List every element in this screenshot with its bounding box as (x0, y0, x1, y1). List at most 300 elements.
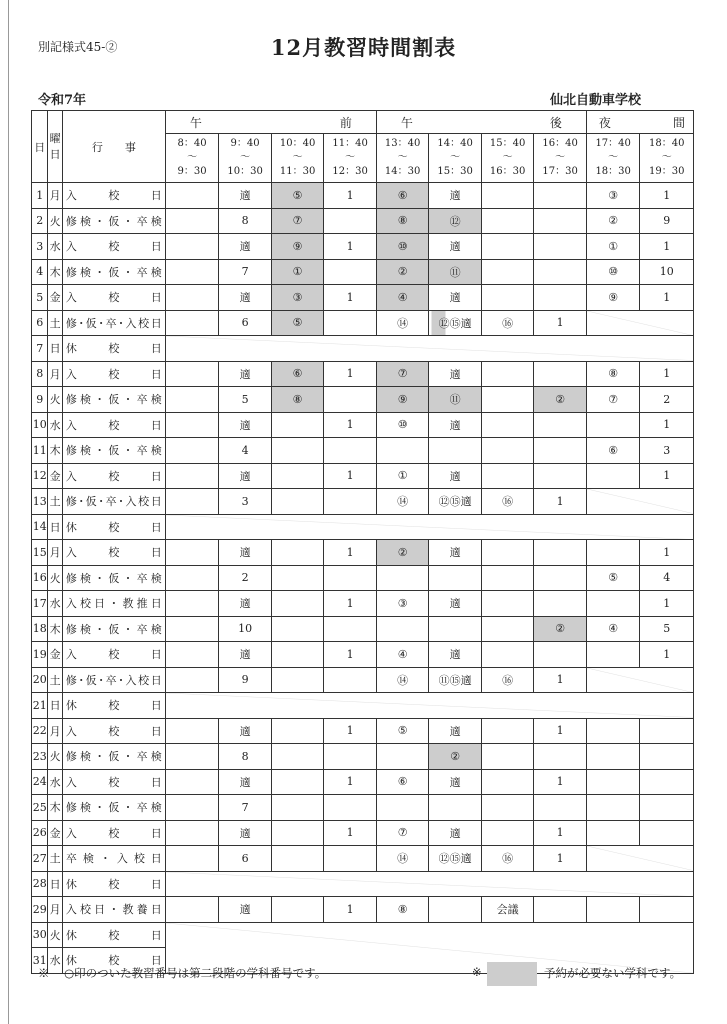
slot-cell: 1 (640, 540, 694, 566)
event-cell: 休 校 日 (62, 336, 165, 362)
event-cell: 修検・仮・卒検 (62, 795, 165, 821)
weekday-cell: 水 (48, 769, 62, 795)
day-cell: 27 (32, 846, 48, 872)
table-row (32, 591, 694, 617)
slot-cell (165, 667, 219, 693)
weekday-cell: 土 (48, 310, 62, 336)
slot-cell: 適 (219, 642, 272, 668)
slot-cell (534, 897, 587, 923)
table-row (32, 667, 694, 693)
night-header: 夜 間 (586, 111, 693, 134)
weekday-cell: 金 (48, 463, 62, 489)
slot-cell: 1 (534, 667, 587, 693)
slot-cell: 適 (219, 463, 272, 489)
slot-cell (481, 463, 534, 489)
table-row (32, 642, 694, 668)
table-row (32, 412, 694, 438)
slot-cell: 3 (640, 438, 694, 464)
table-row (32, 183, 694, 209)
day-cell: 17 (32, 591, 48, 617)
weekday-cell: 日 (48, 871, 62, 897)
slot-cell: 適 (429, 642, 482, 668)
event-cell: 入 校 日 (62, 285, 165, 311)
slot-cell: 1 (534, 820, 587, 846)
slot-cell: ② (429, 744, 482, 770)
slot-cell: 適 (429, 234, 482, 260)
slot-cell (481, 744, 534, 770)
event-cell: 入 校 日 (62, 463, 165, 489)
table-row (32, 438, 694, 464)
weekday-cell: 火 (48, 208, 62, 234)
slot-cell: ① (271, 259, 324, 285)
slot-cell: ⑥ (376, 769, 429, 795)
slot-cell: ③ (586, 183, 640, 209)
morning-header: 午 前 (165, 111, 376, 134)
day-cell: 3 (32, 234, 48, 260)
slot-cell: 5 (219, 387, 272, 413)
night-slash (586, 846, 693, 872)
slot-cell: ⑨ (271, 234, 324, 260)
footnote-mark: ※ (472, 965, 482, 979)
slot-cell: 8 (219, 208, 272, 234)
day-cell: 23 (32, 744, 48, 770)
slot-cell (586, 412, 640, 438)
slot-cell: 適 (219, 234, 272, 260)
slot-cell (481, 438, 534, 464)
table-row (32, 922, 694, 948)
slot-cell: 8 (219, 744, 272, 770)
slot-cell (586, 642, 640, 668)
slot-cell: ⑥ (376, 183, 429, 209)
slot-cell (271, 565, 324, 591)
slot-cell: 適 (219, 769, 272, 795)
slot-cell (165, 489, 219, 515)
table-row (32, 489, 694, 515)
slot-cell (165, 744, 219, 770)
slot-cell (165, 795, 219, 821)
table-row (32, 897, 694, 923)
event-cell: 修検・仮・卒検 (62, 208, 165, 234)
event-cell: 卒検・入校日 (62, 846, 165, 872)
event-cell: 休 校 日 (62, 871, 165, 897)
day-cell: 8 (32, 361, 48, 387)
slot-cell: 9 (640, 208, 694, 234)
day-cell: 25 (32, 795, 48, 821)
night-slash (586, 667, 693, 693)
slot-cell: 1 (534, 310, 587, 336)
weekday-cell: 木 (48, 259, 62, 285)
slot-cell (586, 820, 640, 846)
time-slot-header: 9：40 ～ 10：30 (219, 134, 272, 183)
slot-cell: ⑭ (376, 489, 429, 515)
day-cell: 12 (32, 463, 48, 489)
slot-cell (271, 846, 324, 872)
slot-cell (429, 616, 482, 642)
page-edge (8, 0, 9, 1024)
slot-cell: ⑯ (481, 489, 534, 515)
slot-cell (481, 642, 534, 668)
slot-cell (165, 718, 219, 744)
slot-cell (165, 616, 219, 642)
slot-cell (324, 846, 377, 872)
slot-cell (165, 565, 219, 591)
slot-cell: 1 (324, 234, 377, 260)
event-cell: 修検・仮・卒検 (62, 565, 165, 591)
slot-cell: ⑧ (376, 897, 429, 923)
slot-cell (534, 183, 587, 209)
weekday-header: 曜日 (48, 111, 62, 183)
slot-cell (324, 616, 377, 642)
weekday-cell: 木 (48, 616, 62, 642)
day-cell: 18 (32, 616, 48, 642)
night-slash (586, 489, 693, 515)
slot-cell (324, 310, 377, 336)
slot-cell (165, 310, 219, 336)
table-row (32, 769, 694, 795)
slot-cell (481, 565, 534, 591)
table-row (32, 208, 694, 234)
slot-cell (481, 616, 534, 642)
slot-cell (165, 438, 219, 464)
day-cell: 20 (32, 667, 48, 693)
slot-cell (481, 387, 534, 413)
slot-cell (271, 438, 324, 464)
slot-cell: 10 (219, 616, 272, 642)
event-cell: 入 校 日 (62, 820, 165, 846)
slot-cell (534, 412, 587, 438)
slot-cell: 適 (219, 285, 272, 311)
slot-cell (324, 259, 377, 285)
day-cell: 19 (32, 642, 48, 668)
slot-cell: 1 (324, 642, 377, 668)
table-row (32, 795, 694, 821)
weekday-cell: 木 (48, 795, 62, 821)
slot-cell: 1 (324, 897, 377, 923)
table-row (32, 387, 694, 413)
weekday-cell: 土 (48, 667, 62, 693)
slot-cell: 1 (324, 820, 377, 846)
year-label: 令和7年 (38, 93, 87, 108)
weekday-cell: 土 (48, 846, 62, 872)
slot-cell (165, 208, 219, 234)
slot-cell (165, 259, 219, 285)
slot-cell (165, 897, 219, 923)
slot-cell (165, 285, 219, 311)
slot-cell: ⑨ (586, 285, 640, 311)
slot-cell: ④ (376, 285, 429, 311)
slot-cell: ⑦ (271, 208, 324, 234)
slot-cell: 適 (429, 412, 482, 438)
slot-cell (165, 412, 219, 438)
slot-cell: ⑪ (429, 259, 482, 285)
slot-cell (429, 565, 482, 591)
slot-cell: ⑪ (429, 387, 482, 413)
event-cell: 入 校 日 (62, 769, 165, 795)
slot-cell: 適 (219, 183, 272, 209)
slot-cell: ⑤ (271, 183, 324, 209)
slot-cell: 2 (640, 387, 694, 413)
slot-cell: ⑯ (481, 667, 534, 693)
slot-cell (271, 616, 324, 642)
slot-cell: 会議 (481, 897, 534, 923)
slot-cell: ⑤ (586, 565, 640, 591)
weekday-cell: 火 (48, 387, 62, 413)
slot-cell: ② (376, 540, 429, 566)
table-row (32, 285, 694, 311)
table-row (32, 871, 694, 897)
event-cell: 修･仮･卒･入校日 (62, 310, 165, 336)
day-cell: 4 (32, 259, 48, 285)
slot-cell (376, 438, 429, 464)
time-slot-header: 16：40 ～ 17：30 (534, 134, 587, 183)
slot-cell: 1 (324, 183, 377, 209)
slot-cell (481, 795, 534, 821)
event-cell: 休 校 日 (62, 514, 165, 540)
table-row (32, 540, 694, 566)
slot-cell (271, 642, 324, 668)
weekday-cell: 月 (48, 183, 62, 209)
slot-cell: ⑭ (376, 667, 429, 693)
table-row (32, 744, 694, 770)
slot-cell (271, 718, 324, 744)
slot-cell (481, 259, 534, 285)
slot-cell (534, 565, 587, 591)
slot-cell: 6 (219, 310, 272, 336)
weekday-cell: 金 (48, 642, 62, 668)
weekday-cell: 日 (48, 693, 62, 719)
slot-cell (534, 259, 587, 285)
day-cell: 13 (32, 489, 48, 515)
slot-cell: 適 (429, 540, 482, 566)
slot-cell (640, 820, 694, 846)
slot-cell: ⑯ (481, 310, 534, 336)
day-cell: 26 (32, 820, 48, 846)
day-cell: 9 (32, 387, 48, 413)
slot-cell: 1 (640, 285, 694, 311)
slot-cell (271, 667, 324, 693)
slot-cell (586, 897, 640, 923)
time-slot-header: 17：40 ～ 18：30 (586, 134, 640, 183)
form-id: 別記様式45-② (38, 40, 118, 54)
event-cell: 休 校 日 (62, 693, 165, 719)
table-row (32, 234, 694, 260)
weekday-cell: 火 (48, 922, 62, 948)
slot-cell: ⑭ (376, 310, 429, 336)
slot-cell (586, 591, 640, 617)
day-cell: 10 (32, 412, 48, 438)
table-row (32, 259, 694, 285)
time-slot-header: 14：40 ～ 15：30 (429, 134, 482, 183)
slot-cell: 1 (324, 769, 377, 795)
slot-cell: ⑫⑮適 (429, 310, 482, 336)
slot-cell: 1 (640, 642, 694, 668)
slot-cell (640, 795, 694, 821)
slot-cell: 適 (429, 591, 482, 617)
event-cell: 入校日・教養日 (62, 897, 165, 923)
slot-cell (324, 744, 377, 770)
weekday-cell: 月 (48, 361, 62, 387)
slot-cell (640, 897, 694, 923)
slot-cell: 1 (640, 361, 694, 387)
slot-cell (534, 361, 587, 387)
day-header: 日 (32, 111, 48, 183)
table-row (32, 846, 694, 872)
slot-cell (271, 820, 324, 846)
slot-cell (534, 540, 587, 566)
slot-cell (324, 438, 377, 464)
slot-cell: 7 (219, 259, 272, 285)
day-cell: 6 (32, 310, 48, 336)
slot-cell: 9 (219, 667, 272, 693)
night-slash (586, 310, 693, 336)
slot-cell (271, 795, 324, 821)
slot-cell: ② (376, 259, 429, 285)
slot-cell: 適 (219, 820, 272, 846)
slot-cell (271, 489, 324, 515)
slot-cell: ⑯ (481, 846, 534, 872)
slot-cell: 1 (640, 412, 694, 438)
slot-cell (640, 718, 694, 744)
slot-cell: ⑧ (376, 208, 429, 234)
slot-cell: 適 (219, 540, 272, 566)
slot-cell: ⑥ (586, 438, 640, 464)
slot-cell (586, 463, 640, 489)
slot-cell (481, 412, 534, 438)
event-cell: 入 校 日 (62, 183, 165, 209)
weekday-cell: 日 (48, 336, 62, 362)
slot-cell: 1 (324, 591, 377, 617)
event-cell: 修検・仮・卒検 (62, 744, 165, 770)
slot-cell: ② (534, 387, 587, 413)
slot-cell (271, 769, 324, 795)
table-row (32, 718, 694, 744)
event-cell: 修検・仮・卒検 (62, 438, 165, 464)
slot-cell (640, 769, 694, 795)
slot-cell: 10 (640, 259, 694, 285)
event-cell: 休 校 日 (62, 922, 165, 948)
slot-cell (429, 897, 482, 923)
event-cell: 修･仮･卒･入校日 (62, 489, 165, 515)
slot-cell (481, 208, 534, 234)
slot-cell: 4 (640, 565, 694, 591)
slot-cell: 適 (219, 412, 272, 438)
day-cell: 21 (32, 693, 48, 719)
slot-cell (165, 820, 219, 846)
slot-cell (481, 234, 534, 260)
day-cell: 11 (32, 438, 48, 464)
table-row (32, 310, 694, 336)
slot-cell (534, 463, 587, 489)
slot-cell: ① (586, 234, 640, 260)
slot-cell (481, 361, 534, 387)
slot-cell: 6 (219, 846, 272, 872)
slot-cell (165, 846, 219, 872)
slot-cell: 適 (429, 183, 482, 209)
slot-cell (165, 387, 219, 413)
slot-cell: ⑫ (429, 208, 482, 234)
table-row (32, 693, 694, 719)
slot-cell: 1 (324, 285, 377, 311)
slot-cell: 4 (219, 438, 272, 464)
slot-cell: ④ (586, 616, 640, 642)
slot-cell: 適 (429, 463, 482, 489)
weekday-cell: 水 (48, 234, 62, 260)
slot-cell (165, 540, 219, 566)
slot-cell: 1 (640, 591, 694, 617)
table-row (32, 565, 694, 591)
slot-cell (640, 744, 694, 770)
slot-cell: ⑩ (376, 412, 429, 438)
day-cell: 31 (32, 948, 48, 974)
day-cell: 14 (32, 514, 48, 540)
slot-cell: 1 (324, 463, 377, 489)
table-row (32, 514, 694, 540)
slot-cell: 3 (219, 489, 272, 515)
slot-cell: 1 (534, 489, 587, 515)
slot-cell: ⑨ (376, 387, 429, 413)
day-cell: 22 (32, 718, 48, 744)
slot-cell: ③ (376, 591, 429, 617)
slot-cell (534, 208, 587, 234)
weekday-cell: 日 (48, 514, 62, 540)
table-row (32, 616, 694, 642)
slot-cell (165, 769, 219, 795)
slot-cell (324, 795, 377, 821)
slot-cell: ⑭ (376, 846, 429, 872)
slot-cell (324, 387, 377, 413)
event-cell: 入校日・教推日 (62, 591, 165, 617)
slot-cell: ⑥ (271, 361, 324, 387)
day-cell: 24 (32, 769, 48, 795)
day-cell: 15 (32, 540, 48, 566)
slot-cell: 2 (219, 565, 272, 591)
slot-cell: ① (376, 463, 429, 489)
slot-cell (376, 744, 429, 770)
event-cell: 修･仮･卒･入校日 (62, 667, 165, 693)
slot-cell (165, 361, 219, 387)
slot-cell: 適 (429, 769, 482, 795)
time-slot-header: 18：40 ～ 19：30 (640, 134, 694, 183)
slot-cell (586, 769, 640, 795)
slot-cell: ⑤ (271, 310, 324, 336)
day-cell: 16 (32, 565, 48, 591)
slot-cell: 1 (640, 234, 694, 260)
slot-cell (429, 795, 482, 821)
slot-cell: ⑦ (376, 361, 429, 387)
weekday-cell: 木 (48, 438, 62, 464)
time-slot-header: 10：40 ～ 11：30 (271, 134, 324, 183)
slot-cell: ② (534, 616, 587, 642)
slot-cell: 適 (219, 591, 272, 617)
slot-cell (376, 616, 429, 642)
weekday-cell: 土 (48, 489, 62, 515)
table-row (32, 463, 694, 489)
slot-cell (534, 285, 587, 311)
slot-cell: ⑤ (376, 718, 429, 744)
weekday-cell: 水 (48, 412, 62, 438)
slot-cell: 1 (534, 718, 587, 744)
weekday-cell: 金 (48, 820, 62, 846)
closed-day-slash (165, 871, 693, 897)
school-name: 仙北自動車学校 (549, 93, 641, 108)
slot-cell (376, 565, 429, 591)
slot-cell: 1 (324, 361, 377, 387)
slot-cell: ⑫⑮適 (429, 846, 482, 872)
day-cell: 2 (32, 208, 48, 234)
slot-cell: 適 (219, 361, 272, 387)
event-cell: 入 校 日 (62, 361, 165, 387)
table-row (32, 336, 694, 362)
